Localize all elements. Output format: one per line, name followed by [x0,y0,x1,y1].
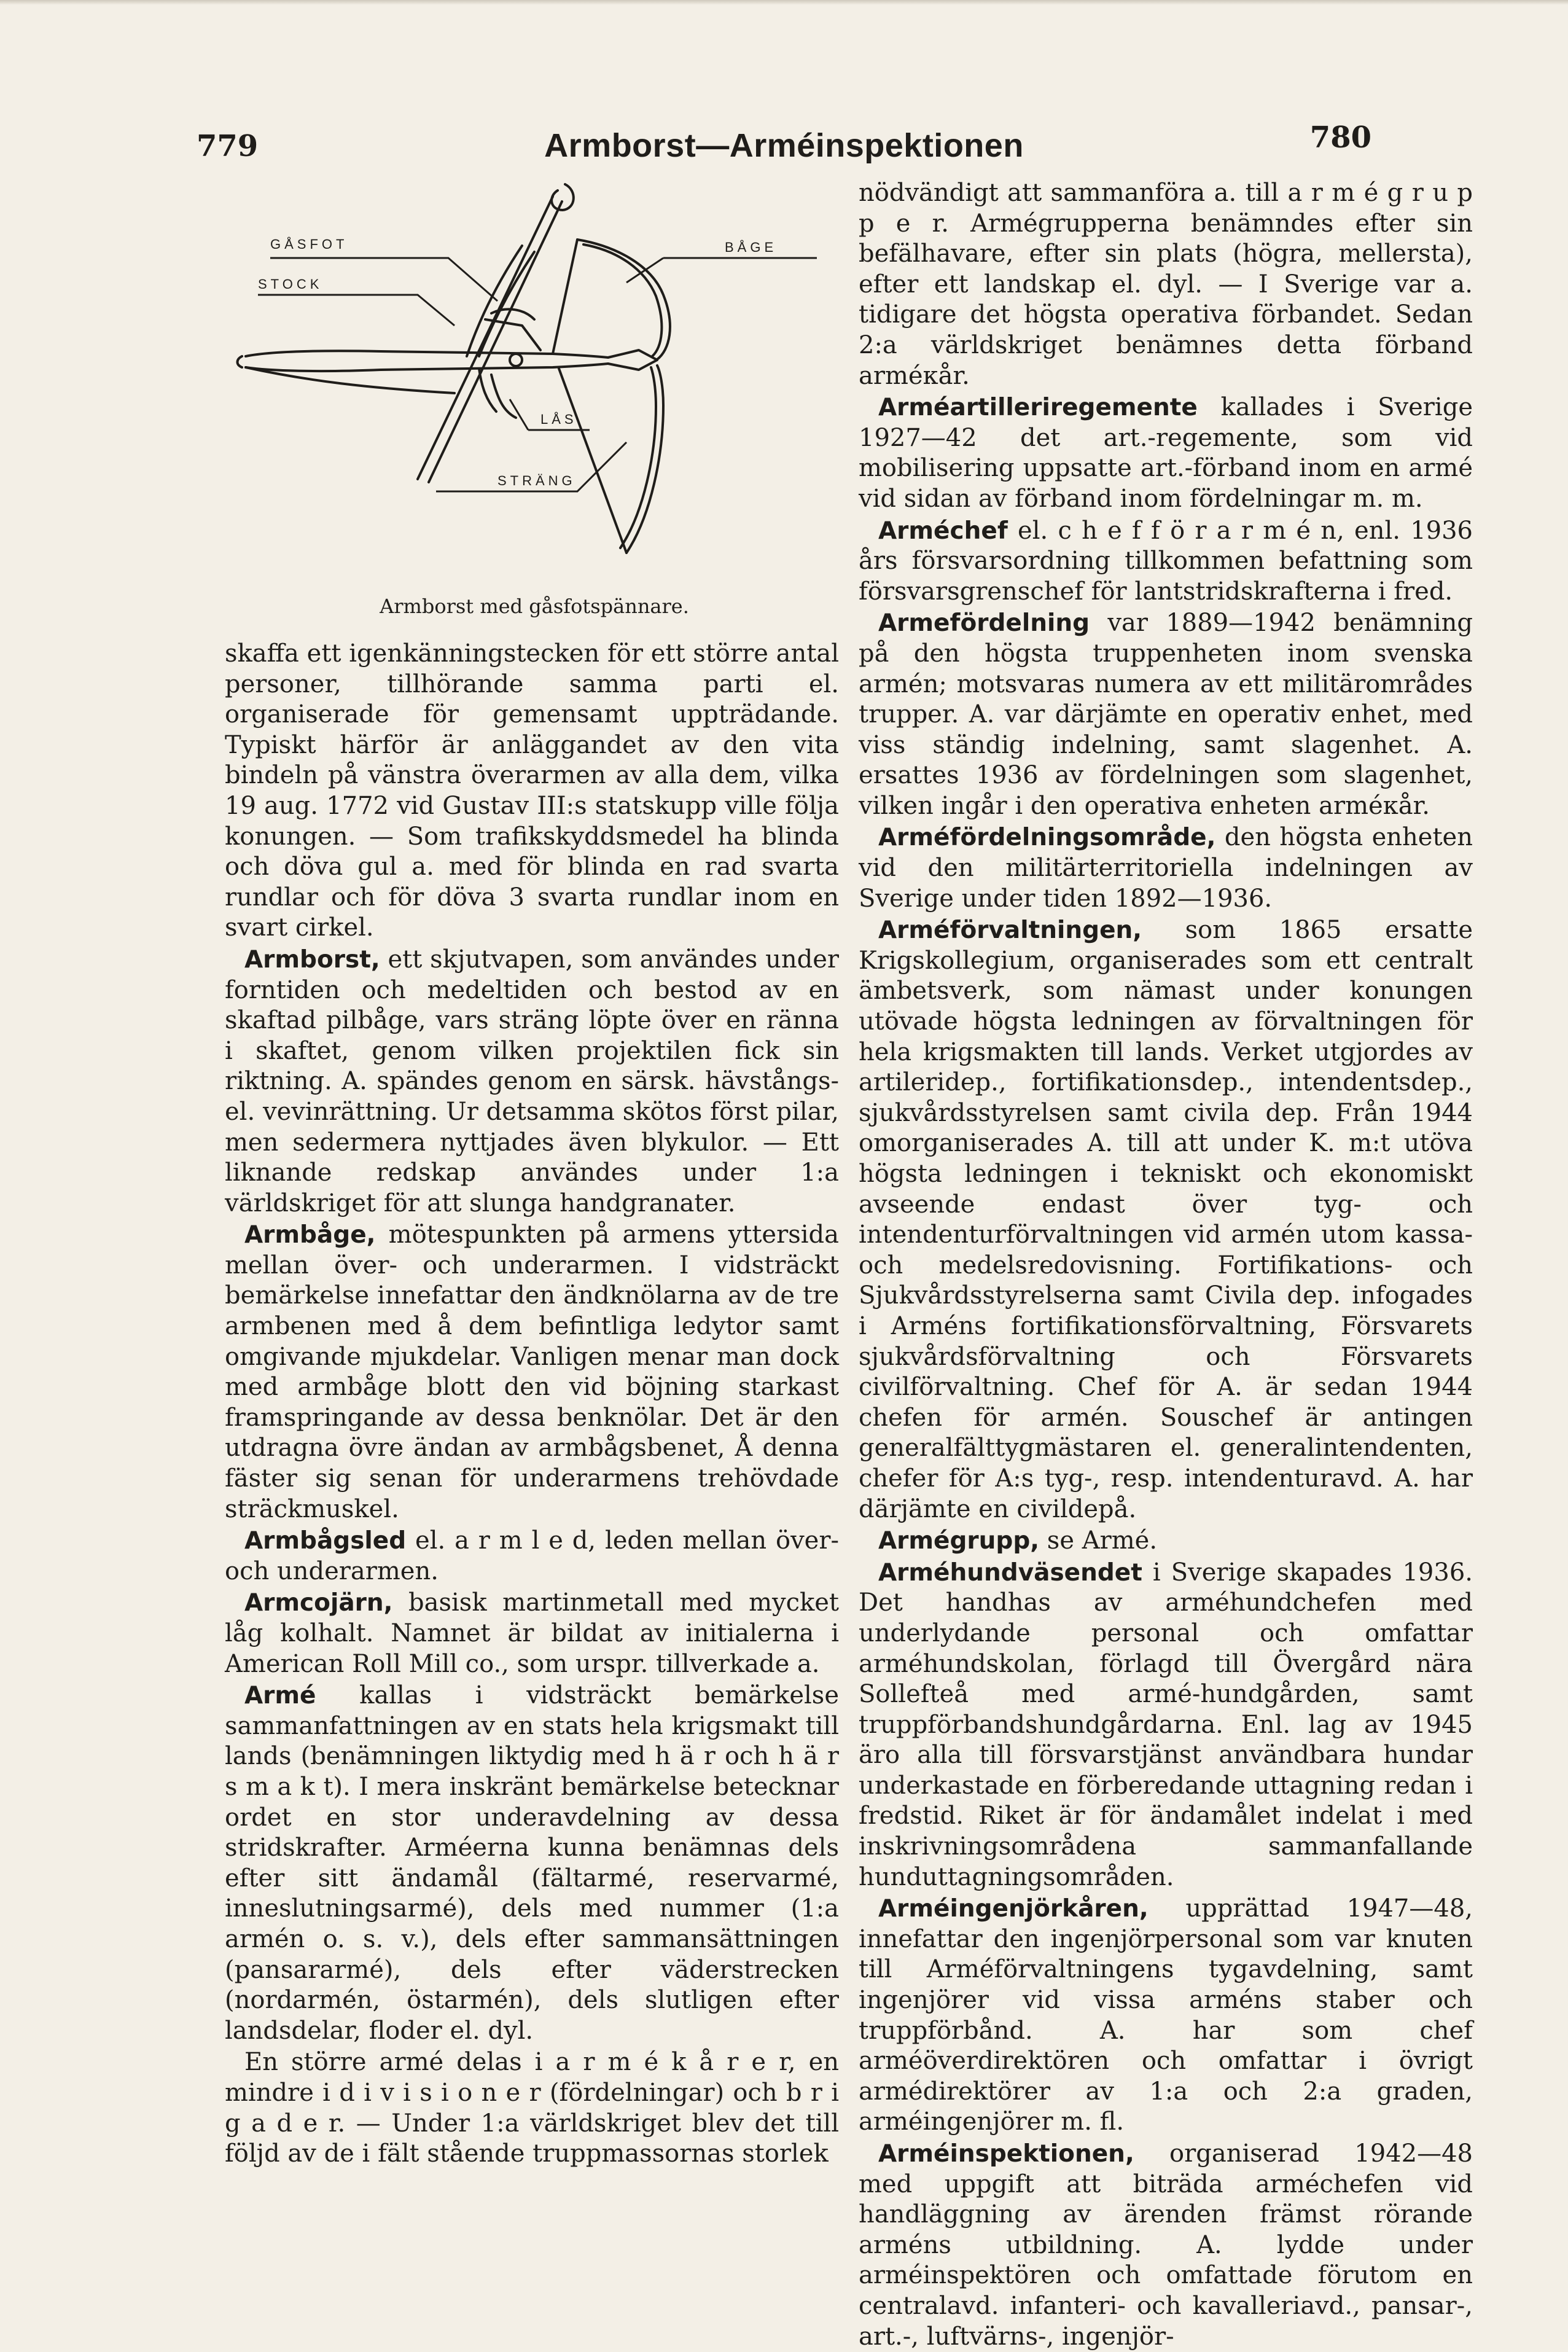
headword: Arméinspektionen, [878,2140,1134,2168]
entry-text: som 1865 ersatte Krigskollegium, organiserades som ett centralt ämbetsverk, som nämast under konungen utövade högsta ledningen av förvaltningen för hela krigsmakten till lands. Verket utgjordes av artileridep., fortifikationsdep., intendentsdep., sjukvårdsstyrelsen samt civila dep. Från 1944 omorganiserades A. till att under K. m:t utöva högsta ledningen i tekniskt och ekonomiskt avseende endast över tyg- och intendenturförvaltningen vid armén utom kassa- och medelsredovisning. Fortifikations- och Sjukvårdsstyrelserna samt Civila dep. infogades i Arméns fortifikationsförvaltning, Försvarets sjukvårdsförvaltning och Försvarets civilförvaltning. Chef för A. är sedan 1944 chefen för armén. Souschef är antingen generalfälttygmästaren el. generalintendenten, chefer för A:s tyg-, resp. intendenturavd. A. har därjämte en civildepå. [859,916,1473,1523]
entry-text: el. a r m l e d, leden mellan över- och underarmen. [225,1526,839,1585]
page-header [197,120,1371,170]
right-page-number: 780 [1309,120,1371,155]
entry [225,945,839,1219]
entry-text: En större armé delas i a r m é k å r e r, en mindre i d i v i s i o n e r (fördelningar) och b r i g a d e r. — Under 1:a världskriget blev det till följd av de i fält stående truppmassornas storlek [225,2048,839,2168]
paragraph [225,2047,839,2169]
right-column [859,178,1473,2352]
label-las: LÅS [540,412,577,427]
label-strang: STRÄNG [497,473,576,488]
paragraph [859,178,1473,391]
label-stock: STOCK [258,276,323,292]
entry-text: kallas i vidsträckt bemärkelse sammanfattningen av en stats hela krigsmakt till lands (benämningen liktydig med h ä r och h ä r s m a k t). I mera inskränt bemärkelse betecknar ordet en stor underavdelning av dessa stridskrafter. Arméerna kunna benämnas dels efter sitt ändamål (fältarmé, reservarmé, inneslutningsarmé), dels med nummer (1:a armén o. s. v.), dels efter sammansättningen (pansararmé), dels efter väderstrecken (nordarmén, östarmén), dels slutligen efter landsdelar, floder el. dyl. [225,1681,839,2045]
entry [859,2139,1473,2352]
scan-edge [0,0,1568,5]
headword: Arméfördelningsområde, [878,824,1216,852]
headword: Armcojärn, [244,1589,393,1617]
headword: Armbåge, [244,1221,376,1249]
headword: Arméchef [878,517,1008,545]
running-title: Armborst—Arméinspektionen [544,127,1024,164]
entry [859,1558,1473,1893]
entry-text: upprättad 1947—48, innefattar den ingenjörpersonal som var knuten till Arméförvaltningens tygavdelning, samt ingenjörer vid vissa arméns staber och truppförbånd. A. har som chef arméöverdirektören och omfattar i övrigt armédirektörer av 1:a och 2:a graden, arméingenjörer m. fl. [859,1894,1473,2136]
entry [859,915,1473,1525]
headword: Armborst, [244,945,380,974]
headword: Armégrupp, [878,1527,1040,1555]
entry [859,393,1473,514]
entry-text: den högsta enheten vid den militärterritoriella indelningen av Sverige under tiden 1892—1936. [859,823,1473,913]
entry-text: el. c h e f f ö r a r m é n, enl. 1936 års försvarsordning tillkommen befattning som försvarsgrenschef för lantstridskrafterna i fred. [859,516,1473,606]
headword: Arméartilleriregemente [878,394,1198,422]
headword: Armbågsled [244,1527,407,1555]
entry-text: ett skjutvapen, som användes under forntiden och medeltiden och bestod av en skaftad pilbåge, vars sträng löpte över en ränna i skaftet, genom vilken projektilen fick sin riktning. A. spändes genom en särsk. hävstångs- el. vevinrättning. Ur detsamma skötos först pilar, men sedermera nyttjades även blykulor. — Ett liknande redskap användes under 1:a världskriget för att slunga handgranater. [225,945,839,1217]
left-page-number: 779 [197,129,259,163]
headword: Arméförvaltningen, [878,916,1142,945]
entry [225,1588,839,1679]
entry [225,1526,839,1587]
entry-text: skaffa ett igenkänningstecken för ett större antal personer, tillhörande samma parti el. organiserade för gemensamt uppträdande. Typiskt härför är anläggandet av den vita bindeln på vänstra överarmen av alla dem, vilka 19 aug. 1772 vid Gustav III:s statskupp ville följa konungen. — Som trafikskyddsmedel ha blinda och döva gul a. med för blinda en rad svarta rundlar och för döva 3 svarta rundlar inom en svart cirkel. [225,639,839,942]
entry-text: kallades i Sverige 1927—42 det art.-regemente, som vid mobilisering uppsatte art.-förband inom en armé vid sidan av förband inom fördelningar m. m. [859,393,1473,513]
entry [859,1526,1473,1557]
entry [859,516,1473,608]
entry-text: nödvändigt att sammanföra a. till a r m é g r u p p e r. Armégrupperna benämndes efter sin befälhavare, efter sin plats (högra, mellersta), efter ett landskap el. dyl. — I Sverige var a. tidigare det högsta operativa förbandet. Sedan 2:a världskriget benämnes detta förband arméкår. [859,179,1473,390]
entry [225,1220,839,1525]
entry-text: var 1889—1942 benämning på den högsta truppenheten inom svenska armén; motsvaras numera av ett militärområdes trupper. A. var därjämte en operativ enhet, med viss ständig indelning, samt slagenhet. A. ersattes 1936 av fördelningen som slagenhet, vilken ingår i den operativa enheten arméкår. [859,609,1473,820]
entry-text: basisk martinmetall med mycket låg kolhalt. Namnet är bildat av initialerna i American Roll Mill co., som urspr. tillverkade a. [225,1588,839,1678]
headword: Armé [244,1682,316,1710]
entry [859,608,1473,821]
crossbow-illustration [233,172,835,627]
entry-text: se Armé. [1039,1526,1158,1555]
left-column [225,639,839,2170]
figure-caption: Armborst med gåsfotspännare. [380,595,689,618]
entry [859,822,1473,914]
paragraph [225,639,839,944]
label-gasfot: GÅSFOT [270,236,348,252]
entry-text: organiserad 1942—48 med uppgift att biträda arméchefen vid handläggning av ärenden främst rörande arméns utbildning. A. lydde under arméinspektören och omfattade förutom en centralavd. infanteri- och kavalleriavd., pansar-, art.-, luftvärns-, ingenjör- [859,2139,1473,2351]
headword: Arméhundväsendet [878,1558,1142,1587]
entry [859,1894,1473,2138]
headword: Arméingenjörkåren, [878,1895,1149,1923]
crossbow-drawing [233,172,835,577]
entry-text: i Sverige skapades 1936. Det handhas av arméhundchefen med underlydande personal och omfattar arméhundskolan, förlagd till Övergård nära Sollefteå med armé-hundgården, samt truppförbandshundgårdarna. Enl. lag av 1945 äro alla till försvarstjänst användbara hundar underkastade en förberedande uttagning redan i fredstid. Riket är för ändamålet indelat i med inskrivningsområdena sammanfallande hunduttagningsområden. [859,1558,1473,1891]
label-bage: BÅGE [725,240,778,255]
entry-text: mötespunkten på armens yttersida mellan över- och underarmen. I vidsträckt bemärkelse innefattar den ändknölarna av de tre armbenen med å dem befintliga ledytor samt omgivande mjukdelar. Vanligen menar man dock med armbåge blott den vid böjning starkast framspringande av dessa benknölar. Det är den utdragna övre ändan av armbågsbenet, Å denna fäster sig senan för underarmens trehövdade sträckmuskel. [225,1221,839,1523]
entry [225,1681,839,2046]
headword: Armefördelning [878,609,1090,638]
